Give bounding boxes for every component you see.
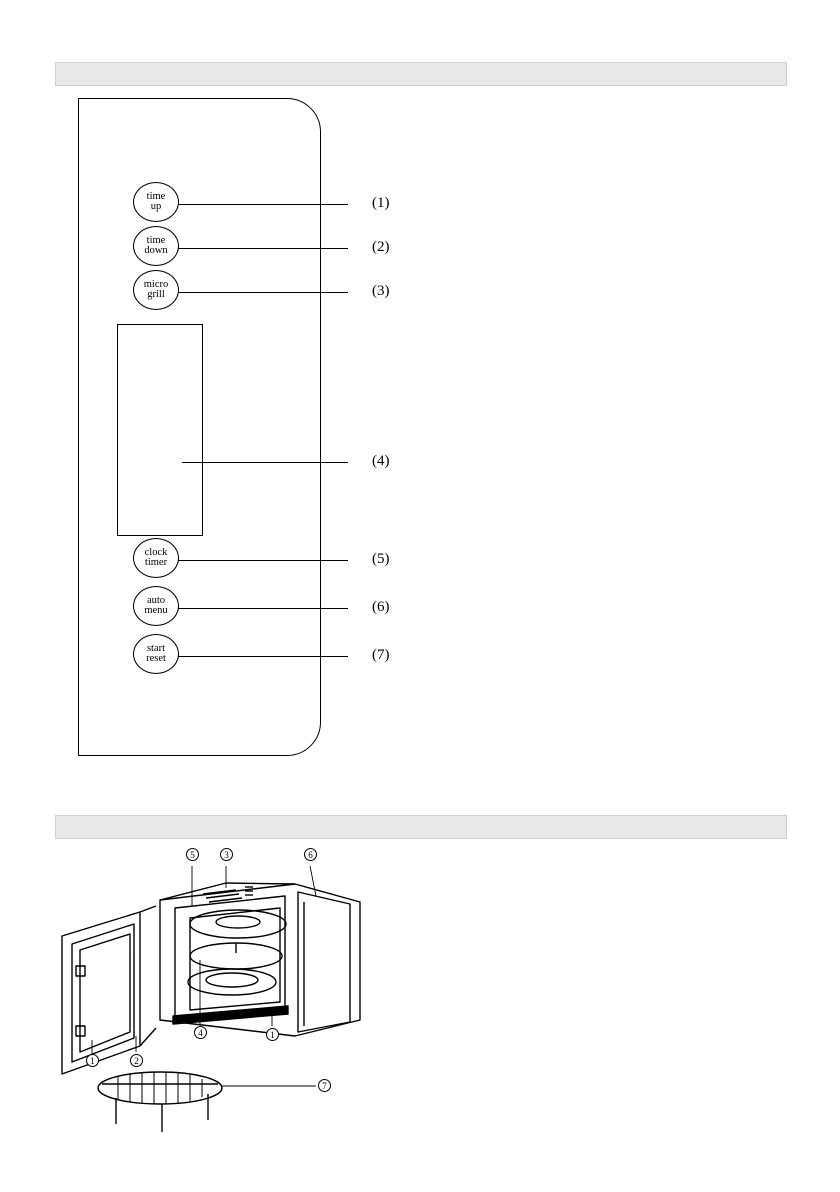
oven-label-1-door: 1 [86,1054,99,1067]
control-panel-figure [78,98,323,758]
oven-label-3: 3 [220,848,233,861]
button-time-up[interactable] [133,182,179,222]
button-clock-timer-line2: timer [144,557,168,568]
button-auto-menu-line1: auto [146,594,166,606]
button-start-reset-line1: start [146,642,166,654]
oven-label-6: 6 [304,848,317,861]
leader-line-5 [178,560,348,561]
button-clock-timer[interactable] [133,538,179,578]
callout-7: (7) [372,647,390,663]
callout-1: (1) [372,195,390,211]
display-window [117,324,203,536]
button-micro-grill[interactable] [133,270,179,310]
leader-line-2 [178,248,348,249]
button-start-reset[interactable] [133,634,179,674]
button-time-up-line1: time [146,190,166,202]
oven-label-2-door-window: 2 [130,1054,143,1067]
leader-line-4 [182,462,348,463]
button-time-down[interactable] [133,226,179,266]
button-auto-menu-line2: menu [144,605,168,616]
oven-label-7-rack: 7 [318,1079,331,1092]
callout-6: (6) [372,599,390,615]
callout-2: (2) [372,239,390,255]
callout-4: (4) [372,453,390,469]
button-time-down-line1: time [146,234,166,246]
callout-3: (3) [372,283,390,299]
button-micro-grill-line1: micro [143,278,169,290]
leader-line-1 [178,204,348,205]
leader-line-3 [178,292,348,293]
button-clock-timer-line1: clock [144,546,168,558]
oven-diagram [40,840,440,1140]
button-start-reset-line2: reset [146,653,166,664]
oven-label-5: 5 [186,848,199,861]
oven-diagram-svg [40,840,440,1140]
oven-label-4: 4 [194,1026,207,1039]
oven-label-1-cavity: 1 [266,1028,279,1041]
button-auto-menu[interactable] [133,586,179,626]
callout-5: (5) [372,551,390,567]
button-micro-grill-line2: grill [147,289,165,300]
leader-line-7 [178,656,348,657]
section-bar-oven-diagram [55,815,787,839]
section-bar-control-panel [55,62,787,86]
leader-line-6 [178,608,348,609]
button-time-down-line2: down [144,245,168,256]
button-time-up-line2: up [150,201,162,212]
